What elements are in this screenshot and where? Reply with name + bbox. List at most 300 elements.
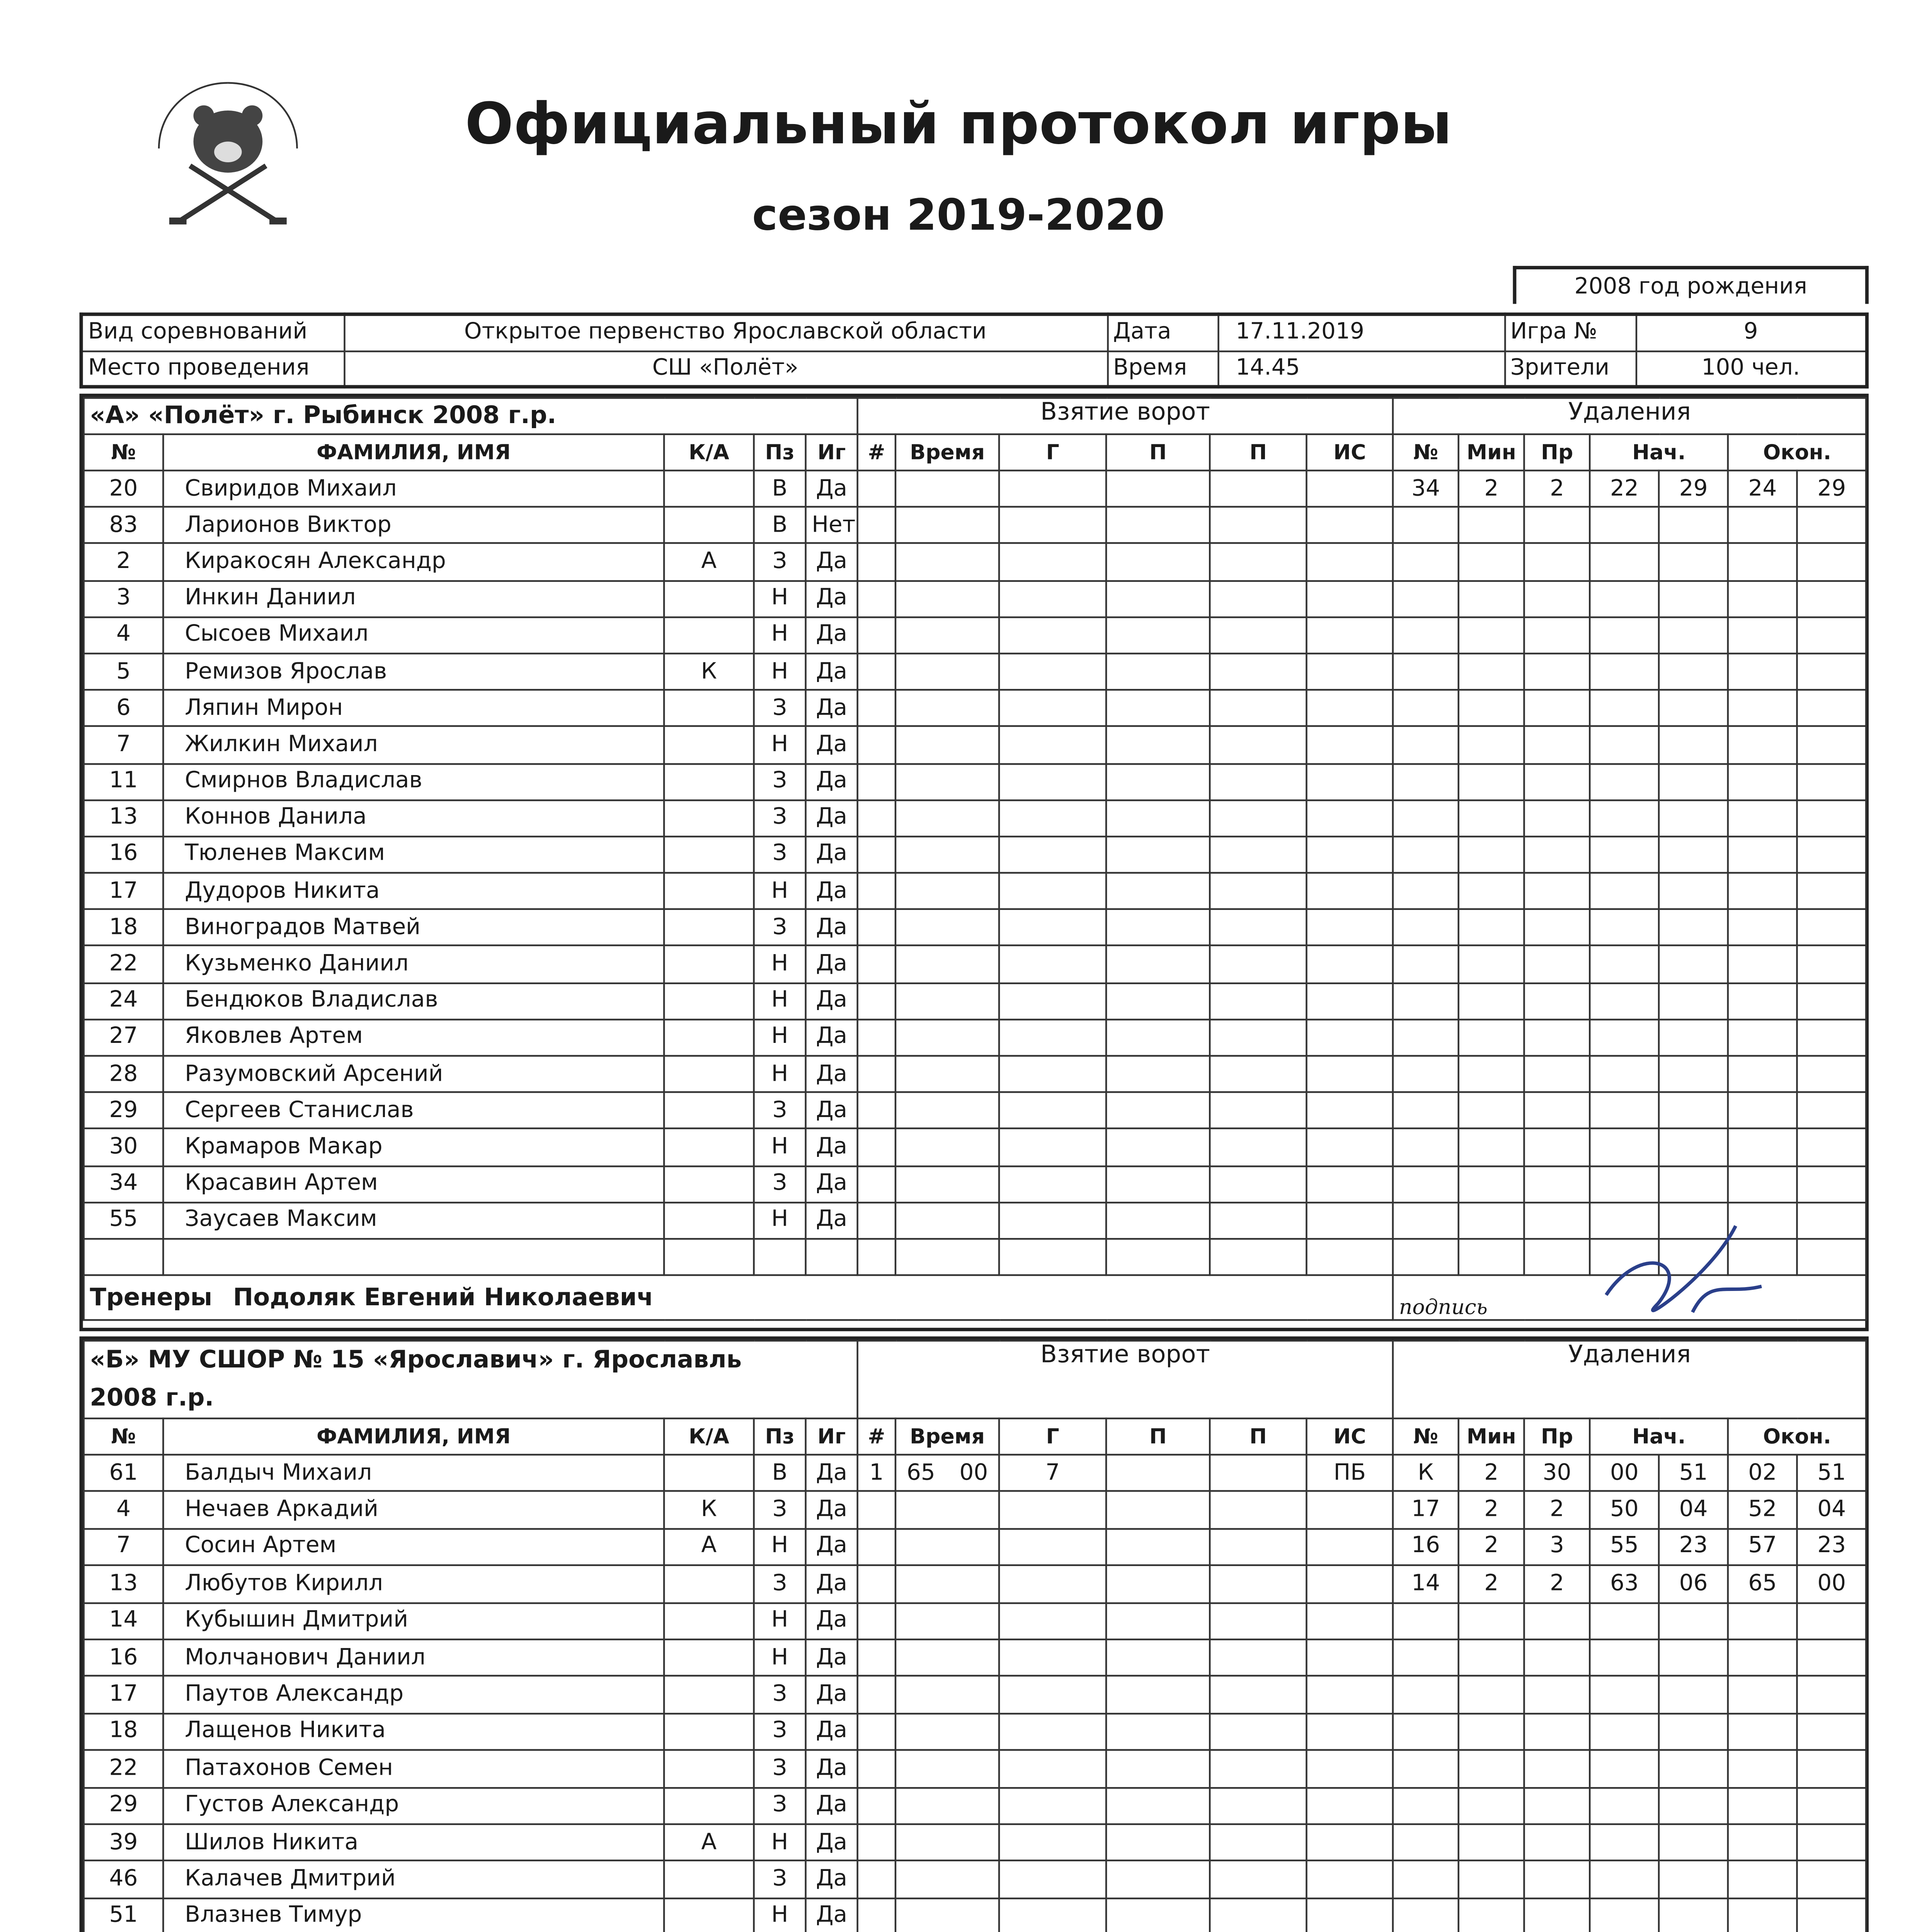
pen-start-min	[1590, 1166, 1659, 1202]
player-position: З	[754, 1713, 806, 1750]
player-played: Да	[806, 763, 858, 800]
pen-reason	[1524, 653, 1590, 690]
goal-assist2	[1210, 1565, 1306, 1602]
pen-reason	[1524, 910, 1590, 946]
pen-player	[1393, 1676, 1459, 1713]
goal-assist1	[1106, 1019, 1210, 1056]
pen-end-sec	[1797, 690, 1866, 727]
goal-assist2	[1210, 507, 1306, 544]
goal-assist2	[1210, 873, 1306, 910]
num-header: №	[84, 434, 163, 471]
player-name: Нечаев Аркадий	[163, 1492, 664, 1529]
pen-num-header: №	[1393, 1418, 1459, 1455]
player-role	[664, 617, 754, 653]
player-number: 55	[84, 1202, 163, 1239]
player-role	[664, 983, 754, 1019]
player-number: 22	[84, 1750, 163, 1787]
goal-number	[858, 1565, 896, 1602]
pen-reason	[1524, 836, 1590, 873]
goal-time	[896, 1492, 999, 1529]
pen-start-min	[1590, 1713, 1659, 1750]
player-row	[84, 471, 1866, 507]
pen-min	[1459, 1202, 1524, 1239]
player-name: Разумовский Арсений	[163, 1056, 664, 1092]
player-role	[664, 1750, 754, 1787]
player-position: З	[754, 800, 806, 837]
pen-reason	[1524, 1129, 1590, 1166]
goal-assist1	[1106, 1455, 1210, 1492]
player-name: Тюленев Максим	[163, 836, 664, 873]
player-position: З	[754, 910, 806, 946]
pen-start-sec: 51	[1659, 1455, 1728, 1492]
pen-min	[1459, 910, 1524, 946]
goal-scorer	[999, 1202, 1106, 1239]
game-value: 9	[1636, 314, 1867, 350]
player-row	[84, 1750, 1866, 1787]
player-role	[664, 1092, 754, 1129]
player-role	[664, 1166, 754, 1202]
goal-time	[896, 653, 999, 690]
player-row	[84, 653, 1866, 690]
goal-assist2	[1210, 1861, 1306, 1898]
pen-end-min	[1728, 1713, 1797, 1750]
player-name: Кузьменко Даниил	[163, 946, 664, 983]
goal-assist2	[1210, 1202, 1306, 1239]
pen-end-sec	[1797, 1019, 1866, 1056]
player-played: Да	[806, 1676, 858, 1713]
pen-reason	[1524, 1713, 1590, 1750]
goal-assist1	[1106, 1565, 1210, 1602]
player-played: Нет	[806, 507, 858, 544]
player-role	[664, 836, 754, 873]
pen-end-min: 24	[1728, 471, 1797, 507]
player-played: Да	[806, 1898, 858, 1932]
player-played: Да	[806, 1824, 858, 1861]
goal-time	[896, 763, 999, 800]
goal-time	[896, 1824, 999, 1861]
goal-number	[858, 1092, 896, 1129]
pen-end-min	[1728, 800, 1797, 837]
pen-start-sec	[1659, 1092, 1728, 1129]
player-played: Да	[806, 1529, 858, 1566]
player-role	[664, 1676, 754, 1713]
pen-player	[1393, 946, 1459, 983]
goal-type	[1306, 1824, 1393, 1861]
goal-assist1	[1106, 1824, 1210, 1861]
pen-start-min	[1590, 617, 1659, 653]
pen-start-sec	[1659, 983, 1728, 1019]
player-role	[664, 1787, 754, 1824]
pen-player	[1393, 1056, 1459, 1092]
pen-min: 2	[1459, 1492, 1524, 1529]
pen-reason	[1524, 617, 1590, 653]
player-name: Виноградов Матвей	[163, 910, 664, 946]
goal-number	[858, 690, 896, 727]
player-played: Да	[806, 1492, 858, 1529]
pen-end-min	[1728, 1602, 1797, 1639]
pen-start-min: 22	[1590, 471, 1659, 507]
goal-type	[1307, 653, 1393, 690]
player-number: 61	[84, 1455, 163, 1492]
goal-time	[896, 1239, 999, 1276]
goal-time	[896, 800, 999, 837]
goal-scorer	[999, 1713, 1106, 1750]
goal-assist2	[1210, 1898, 1306, 1932]
pen-player	[1393, 1787, 1459, 1824]
pen-player	[1393, 617, 1459, 653]
player-position: З	[754, 1750, 806, 1787]
goal-type-header: ИС	[1307, 434, 1393, 471]
goal-scorer	[999, 1092, 1106, 1129]
goal-scorer	[999, 1239, 1106, 1276]
goal-assist1	[1106, 1602, 1210, 1639]
pen-player: К	[1393, 1455, 1459, 1492]
pen-end-sec	[1797, 946, 1866, 983]
goal-number	[858, 726, 896, 763]
goal-scorer	[999, 471, 1106, 507]
pen-player	[1393, 763, 1459, 800]
goal-type	[1307, 1239, 1393, 1276]
pen-reason	[1524, 763, 1590, 800]
goal-time	[896, 726, 999, 763]
player-role	[664, 726, 754, 763]
pen-end-header: Окон.	[1728, 1418, 1866, 1455]
pen-player	[1393, 1019, 1459, 1056]
pen-min	[1459, 836, 1524, 873]
pen-start-sec	[1659, 507, 1728, 544]
goals-title: Взятие ворот	[858, 398, 1393, 434]
player-row	[84, 1166, 1866, 1202]
goal-number	[858, 910, 896, 946]
pen-player	[1393, 800, 1459, 837]
goal-number	[858, 1129, 896, 1166]
goal-assist2	[1210, 836, 1306, 873]
goal-scorer	[999, 1565, 1106, 1602]
goal-type	[1307, 946, 1393, 983]
date-label: Дата	[1107, 314, 1217, 350]
pen-start-min	[1590, 690, 1659, 727]
goal-assist1	[1106, 617, 1210, 653]
goal-assist1	[1106, 580, 1210, 617]
coach-name: Подоляк Евгений Николаевич	[233, 1284, 654, 1312]
pen-start-min	[1590, 1676, 1659, 1713]
goal-number	[858, 1639, 896, 1677]
assist1-header: П	[1106, 1418, 1210, 1455]
pen-start-min	[1590, 1750, 1659, 1787]
pen-reason	[1524, 1861, 1590, 1898]
goal-number	[858, 1787, 896, 1824]
pen-player	[1393, 1202, 1459, 1239]
pen-reason	[1524, 726, 1590, 763]
goal-time	[896, 1166, 999, 1202]
goal-assist2	[1210, 471, 1306, 507]
goal-type	[1306, 1713, 1393, 1750]
pen-end-min	[1728, 1861, 1797, 1898]
pen-min	[1459, 1602, 1524, 1639]
pen-start-sec	[1659, 1166, 1728, 1202]
player-number: 13	[84, 1565, 163, 1602]
goal-scorer	[999, 507, 1106, 544]
goal-time	[896, 836, 999, 873]
player-role: А	[664, 1824, 754, 1861]
pen-end-min	[1728, 690, 1797, 727]
pen-reason	[1524, 1824, 1590, 1861]
pen-start-min: 55	[1590, 1529, 1659, 1566]
pen-end-sec	[1797, 1898, 1866, 1932]
goal-type	[1307, 544, 1393, 580]
pen-start-sec	[1659, 580, 1728, 617]
goal-type	[1307, 617, 1393, 653]
goal-time	[896, 507, 999, 544]
goal-scorer	[999, 910, 1106, 946]
goal-time	[896, 580, 999, 617]
pen-end-min	[1728, 617, 1797, 653]
player-number: 2	[84, 544, 163, 580]
player-played: Да	[806, 580, 858, 617]
goal-assist1	[1106, 1492, 1210, 1529]
pen-start-header: Нач.	[1590, 434, 1728, 471]
pen-end-sec	[1797, 1602, 1866, 1639]
pen-player	[1393, 1166, 1459, 1202]
player-name: Сосин Артем	[163, 1529, 664, 1566]
player-role	[664, 1202, 754, 1239]
player-played: Да	[806, 1166, 858, 1202]
assist2-header: П	[1210, 434, 1306, 471]
pen-end-min	[1728, 544, 1797, 580]
player-role	[664, 1056, 754, 1092]
pen-player	[1393, 726, 1459, 763]
goal-assist1	[1106, 763, 1210, 800]
goal-assist1	[1106, 1713, 1210, 1750]
pen-start-min	[1590, 544, 1659, 580]
pen-end-sec: 00	[1797, 1565, 1866, 1602]
pen-end-min	[1728, 1750, 1797, 1787]
pen-start-min	[1590, 507, 1659, 544]
player-number: 34	[84, 1166, 163, 1202]
player-played: Да	[806, 1602, 858, 1639]
goal-scorer	[999, 580, 1106, 617]
pen-start-sec	[1659, 1676, 1728, 1713]
player-role: А	[664, 544, 754, 580]
pen-min	[1459, 1166, 1524, 1202]
player-row	[84, 983, 1866, 1019]
pen-start-sec	[1659, 1787, 1728, 1824]
player-played: Да	[806, 1019, 858, 1056]
pz-header: Пз	[754, 434, 806, 471]
player-played: Да	[806, 1092, 858, 1129]
pen-min-header: Мин	[1459, 1418, 1524, 1455]
goal-number	[858, 800, 896, 837]
player-name: Ремизов Ярослав	[163, 653, 664, 690]
goal-scorer	[999, 1676, 1106, 1713]
player-number	[84, 1239, 163, 1276]
pen-start-sec	[1659, 1129, 1728, 1166]
pen-player	[1393, 1129, 1459, 1166]
goal-assist1	[1106, 1529, 1210, 1566]
player-row	[84, 836, 1866, 873]
pen-end-min	[1728, 946, 1797, 983]
pen-start-min	[1590, 1824, 1659, 1861]
goal-assist2	[1210, 1676, 1306, 1713]
goal-type-header: ИС	[1306, 1418, 1393, 1455]
player-role	[664, 763, 754, 800]
player-position: Н	[754, 617, 806, 653]
player-number: 7	[84, 1529, 163, 1566]
pen-reason	[1524, 1202, 1590, 1239]
goal-type	[1306, 1750, 1393, 1787]
player-number: 46	[84, 1861, 163, 1898]
goal-type	[1307, 800, 1393, 837]
goal-assist2	[1210, 1019, 1306, 1056]
pen-reason	[1524, 1750, 1590, 1787]
pen-reason	[1524, 1019, 1590, 1056]
player-row	[84, 507, 1866, 544]
pen-player	[1393, 1602, 1459, 1639]
player-number: 20	[84, 471, 163, 507]
player-row	[84, 580, 1866, 617]
goal-type	[1307, 507, 1393, 544]
pen-min	[1459, 726, 1524, 763]
player-row	[84, 1565, 1866, 1602]
pen-reason	[1524, 544, 1590, 580]
pen-player	[1393, 1713, 1459, 1750]
pen-start-min	[1590, 580, 1659, 617]
pen-player: 14	[1393, 1565, 1459, 1602]
player-role	[664, 1861, 754, 1898]
goal-scorer	[999, 763, 1106, 800]
pen-reason	[1524, 1166, 1590, 1202]
pen-reason	[1524, 946, 1590, 983]
goal-type	[1307, 873, 1393, 910]
pen-start-sec	[1659, 910, 1728, 946]
player-position: Н	[754, 726, 806, 763]
pen-player	[1393, 1239, 1459, 1276]
goal-assist2	[1210, 580, 1306, 617]
player-name: Лащенов Никита	[163, 1713, 664, 1750]
pen-end-sec	[1797, 1713, 1866, 1750]
coach-a-signature	[1589, 1209, 1779, 1347]
pen-start-min	[1590, 763, 1659, 800]
player-role	[664, 1898, 754, 1932]
player-number: 5	[84, 653, 163, 690]
goal-assist1	[1106, 1676, 1210, 1713]
goal-number	[858, 544, 896, 580]
goal-number	[858, 946, 896, 983]
name-header: ФАМИЛИЯ, ИМЯ	[163, 1418, 664, 1455]
pen-end-sec	[1797, 763, 1866, 800]
goal-type	[1307, 1202, 1393, 1239]
player-row	[84, 690, 1866, 727]
pen-min	[1459, 1092, 1524, 1129]
player-position: З	[754, 1492, 806, 1529]
player-position: Н	[754, 873, 806, 910]
pen-end-min	[1728, 1898, 1797, 1932]
pen-start-sec	[1659, 1898, 1728, 1932]
player-number: 17	[84, 873, 163, 910]
player-name: Коннов Данила	[163, 800, 664, 837]
goal-number	[858, 1056, 896, 1092]
pen-player	[1393, 1898, 1459, 1932]
pen-end-sec: 51	[1797, 1455, 1866, 1492]
goal-assist2	[1210, 726, 1306, 763]
goal-type	[1306, 1565, 1393, 1602]
goal-scorer	[999, 1639, 1106, 1677]
player-position: В	[754, 471, 806, 507]
player-role	[664, 580, 754, 617]
goal-number	[858, 1166, 896, 1202]
pen-reason	[1524, 1787, 1590, 1824]
pen-end-min	[1728, 763, 1797, 800]
goal-number	[858, 1713, 896, 1750]
pen-end-sec	[1797, 983, 1866, 1019]
pen-end-sec	[1797, 1239, 1866, 1276]
goal-time	[896, 1129, 999, 1166]
player-position: Н	[754, 1824, 806, 1861]
player-played: Да	[806, 910, 858, 946]
goal-type	[1306, 1492, 1393, 1529]
pen-min	[1459, 1898, 1524, 1932]
pen-min	[1459, 1787, 1524, 1824]
player-position: В	[754, 1455, 806, 1492]
ka-header: К/А	[664, 1418, 754, 1455]
pen-end-sec	[1797, 544, 1866, 580]
pen-min	[1459, 1713, 1524, 1750]
player-name: Сысоев Михаил	[163, 617, 664, 653]
pen-end-header: Окон.	[1728, 434, 1866, 471]
pen-end-min	[1728, 1166, 1797, 1202]
spectators-label: Зрители	[1504, 350, 1636, 387]
goal-type	[1307, 471, 1393, 507]
pen-min	[1459, 1861, 1524, 1898]
player-name: Патахонов Семен	[163, 1750, 664, 1787]
goal-type	[1307, 763, 1393, 800]
pz-header: Пз	[754, 1418, 806, 1455]
player-name: Кубышин Дмитрий	[163, 1602, 664, 1639]
goal-time-header: Время	[896, 434, 999, 471]
player-number: 22	[84, 946, 163, 983]
player-number: 83	[84, 507, 163, 544]
player-role	[664, 1455, 754, 1492]
pen-start-min	[1590, 1019, 1659, 1056]
player-number: 39	[84, 1824, 163, 1861]
goal-scorer	[999, 1056, 1106, 1092]
player-position: Н	[754, 983, 806, 1019]
pen-reason: 2	[1524, 1492, 1590, 1529]
pen-start-sec	[1659, 1602, 1728, 1639]
pen-start-min	[1590, 983, 1659, 1019]
goal-number	[858, 507, 896, 544]
pen-end-min	[1728, 1019, 1797, 1056]
goal-assist1	[1106, 507, 1210, 544]
pen-player: 17	[1393, 1492, 1459, 1529]
team-a-table	[83, 397, 1867, 1321]
team-b-table	[83, 1340, 1867, 1932]
goal-assist1	[1106, 544, 1210, 580]
player-played: Да	[806, 873, 858, 910]
player-role	[664, 946, 754, 983]
player-number: 18	[84, 910, 163, 946]
pen-min	[1459, 507, 1524, 544]
goal-scorer	[999, 800, 1106, 837]
goal-assist1	[1106, 983, 1210, 1019]
num-header: №	[84, 1418, 163, 1455]
pen-end-sec	[1797, 1056, 1866, 1092]
goal-number	[858, 1750, 896, 1787]
goal-scorer	[999, 1861, 1106, 1898]
pen-start-min	[1590, 1092, 1659, 1129]
goal-scorer: 7	[999, 1455, 1106, 1492]
player-role	[664, 873, 754, 910]
